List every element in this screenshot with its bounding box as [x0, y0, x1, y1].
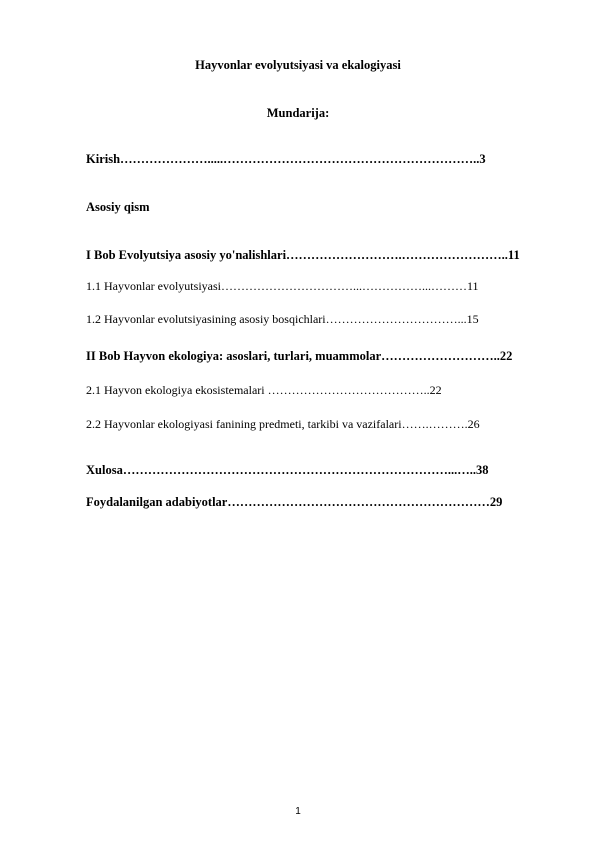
toc-entry-2-1: 2.1 Hayvon ekologiya ekosistemalari …………………………………..22: [86, 383, 442, 397]
toc-entry-1-2: 1.2 Hayvonlar evolutsiyasining asosiy bosqichlari……………………………...15: [86, 312, 479, 326]
toc-entry-1-1: 1.1 Hayvonlar evolyutsiyasi……………………………...……………...………11: [86, 279, 479, 293]
toc-entry-chapter-1: I Bob Evolyutsiya asosiy yo'nalishlari……………………….……………………..11: [86, 248, 520, 262]
toc-heading: Mundarija:: [266, 106, 330, 120]
toc-entry-2-2: 2.2 Hayvonlar ekologiyasi fanining predmeti, tarkibi va vazifalari…….……….26: [86, 417, 480, 431]
page-number: 1: [295, 806, 301, 817]
toc-entry-asosiy-qism: Asosiy qism: [86, 200, 150, 214]
document-title: Hayvonlar evolyutsiyasi va ekalogiyasi: [195, 58, 401, 72]
toc-entry-chapter-2: II Bob Hayvon ekologiya: asoslari, turlari, muammolar………………………..22: [86, 349, 513, 363]
toc-entry-xulosa: Xulosa……………………………………………………………………...…..38: [86, 463, 489, 477]
toc-entry-kirish: Kirish………………….....……………………………………………………..3: [86, 152, 486, 166]
toc-entry-adabiyotlar: Foydalanilgan adabiyotlar………………………………………………………29: [86, 495, 503, 509]
